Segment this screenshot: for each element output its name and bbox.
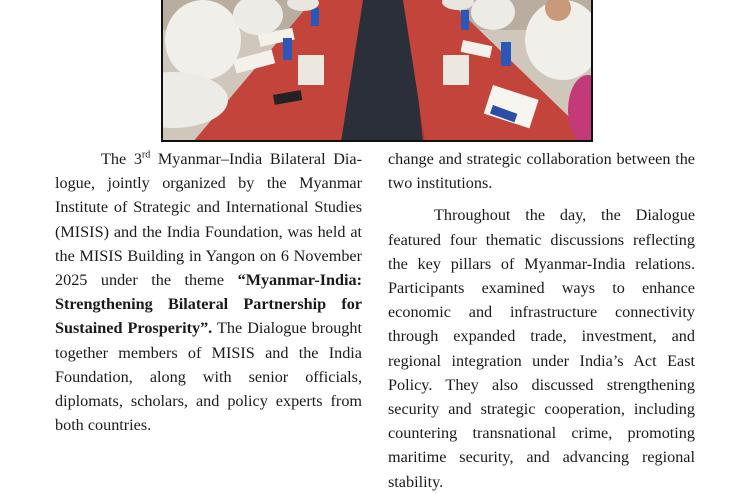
- article-paragraph-1: [55, 147, 362, 437]
- paragraph-text-start: The 3: [101, 150, 142, 168]
- left-article-column: [55, 147, 362, 437]
- ordinal-suffix: rd: [141, 149, 151, 161]
- paragraph-text-end: The Dialogue brought together members of MISIS and the India Foundation, along with senior officials, diplomats, scholars, and policy experts from both countries.: [55, 319, 362, 435]
- meeting-photo: [161, 0, 593, 142]
- dialogue-theme: “Myanmar-India: Strengthening Bilateral Partnership for Sustained Prosperity”.: [55, 271, 362, 338]
- meeting-photo-illustration: [163, 0, 593, 142]
- article-paragraph-2: Throughout the day, the Dialogue featured four thematic discussions reflecting the key pillars of Myanmar-India relations. Participants examined ways to enhance economic and infrastructure connectivity through expanded trade, investment, and regional integration under India’s Act East Policy. They also discussed strengthening security and strategic cooperation, including countering transnational crime, promoting maritime security, and advancing regional stability.: [388, 206, 695, 491]
- article-paragraph-continued: change and strategic collaboration between the two institutions.: [388, 150, 695, 193]
- paragraph-text-middle: Myanmar–India Bilateral Dialogue, jointly organized by the Myanmar Institute of Strategic and International Studies (MISIS) and the India Foundation, was held at the MISIS Building in Yangon on 6 November 2025 under the theme: [55, 150, 363, 290]
- right-article-column: [388, 147, 695, 494]
